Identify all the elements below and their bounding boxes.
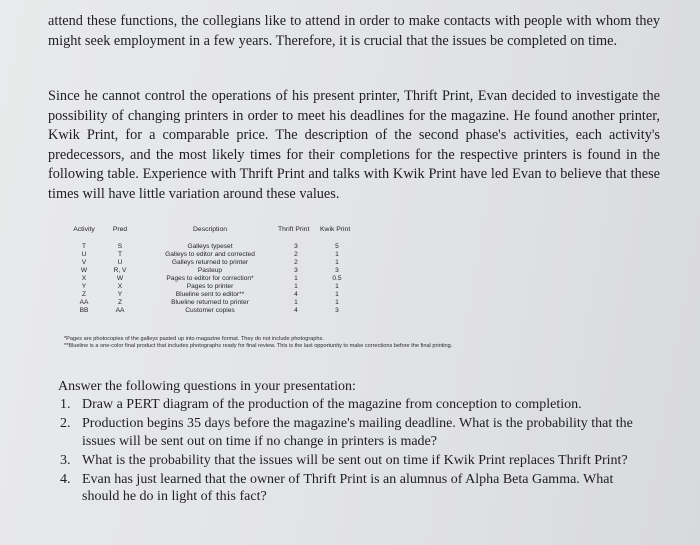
cell-activity: X (81, 275, 87, 282)
cell-description: Blueline sent to editor** (175, 291, 245, 298)
header-kwik-print: Kwik Print (320, 226, 351, 233)
cell-pred: W (116, 275, 124, 282)
cell-activity: U (81, 251, 87, 258)
cell-activity: Y (81, 283, 87, 290)
list-item (60, 415, 650, 450)
cell-kwik: 1 (335, 259, 339, 266)
cell-kwik: 1 (335, 291, 339, 298)
cell-activity: BB (79, 307, 89, 314)
cell-kwik: 5 (335, 243, 339, 250)
cell-description: Galleys to editor and corrected (165, 251, 255, 258)
paragraph-continuation: attend these functions, the collegians like to attend in order to make contacts with people with whom they might seek employment in a few years. Therefore, it is crucial that the issues be completed on time. (48, 13, 660, 49)
table-row (62, 243, 382, 251)
footnote-pages: *Pages are photocopies of the galleys pasted up into magazine format. They do not include photographs. (64, 336, 324, 342)
cell-activity: Z (81, 291, 87, 298)
table-row (62, 299, 382, 307)
table-row (62, 283, 382, 291)
cell-thrift: 2 (294, 259, 298, 266)
list-item (60, 452, 650, 469)
header-activity: Activity (73, 226, 95, 233)
cell-kwik: 3 (335, 307, 339, 314)
cell-description: Galleys typeset (187, 243, 233, 250)
table-row (62, 307, 382, 315)
cell-description: Galleys returned to printer (171, 259, 249, 266)
question-text: Evan has just learned that the owner of Thrift Print is an alumnus of Alpha Beta Gamma. What should he do in light of this fact? (82, 472, 614, 505)
cell-activity: W (80, 267, 88, 274)
cell-kwik: 3 (335, 267, 339, 274)
cell-description: Pasteup (197, 267, 223, 274)
question-text: What is the probability that the issues will be sent out on time if Kwik Print replaces Thrift Print? (82, 452, 628, 468)
header-thrift-print: Thrift Print (278, 226, 310, 233)
cell-thrift: 3 (294, 243, 298, 250)
question-number: 2. (60, 416, 71, 432)
cell-pred: Z (117, 299, 123, 306)
cell-pred: S (117, 243, 123, 250)
cell-thrift: 1 (294, 283, 298, 290)
question-number: 1. (60, 397, 71, 412)
list-item (60, 396, 650, 413)
question-number: 4. (60, 472, 71, 488)
cell-description: Blueline returned to printer (171, 299, 249, 306)
cell-kwik: 1 (335, 251, 339, 258)
cell-pred: Y (117, 291, 123, 298)
question-number: 3. (60, 452, 71, 468)
questions-intro: Answer the following questions in your presentation: (58, 379, 356, 394)
table-row (62, 251, 382, 259)
cell-activity: V (81, 259, 87, 266)
cell-pred: T (117, 251, 123, 258)
table-row (62, 267, 382, 275)
cell-thrift: 4 (294, 307, 298, 314)
paragraph-printer-comparison: Since he cannot control the operations of his present printer, Thrift Print, Evan decided to investigate the possibility of changing printers in order to meet his deadlines for the magazine. He found another printer, Kwik Print, for a comparable price. The description of the second phase's activities, each activity's predecessors, and the most likely times for their completions for the respective printers is found in the following table. Experience with Thrift Print and talks with Kwik Print have led Evan to believe that these times will have little variation around these values. (48, 88, 660, 202)
cell-thrift: 2 (294, 251, 298, 258)
cell-kwik: 1 (335, 283, 339, 290)
list-item (60, 471, 650, 506)
cell-kwik: 0.5 (332, 275, 342, 282)
cell-thrift: 4 (294, 291, 298, 298)
cell-pred: X (117, 283, 123, 290)
table-row (62, 275, 382, 283)
table-row (62, 259, 382, 267)
table-row (62, 291, 382, 299)
cell-pred: R, V (113, 267, 127, 274)
cell-pred: AA (115, 307, 125, 314)
cell-kwik: 1 (335, 299, 339, 306)
cell-description: Customer copies (185, 307, 235, 314)
cell-thrift: 1 (294, 299, 298, 306)
footnote-blueline: **Blueline is a one-color final product that includes photographs ready for final review. This is the last opportunity to make corrections before the final printing. (64, 343, 453, 349)
cell-description: Pages to editor for correction* (166, 275, 254, 282)
cell-pred: U (117, 259, 123, 266)
questions-list (60, 396, 650, 508)
header-pred: Pred (112, 226, 128, 233)
cell-activity: T (81, 243, 87, 250)
question-text: Production begins 35 days before the magazine's mailing deadline. What is the probability that the issues will be sent out on time if no change in printers is made? (82, 416, 633, 449)
header-description: Description (193, 226, 227, 233)
cell-activity: AA (79, 299, 89, 306)
question-text: Draw a PERT diagram of the production of the magazine from conception to completion. (82, 397, 582, 412)
cell-thrift: 1 (294, 275, 298, 282)
cell-description: Pages to printer (186, 283, 234, 290)
cell-thrift: 3 (294, 267, 298, 274)
